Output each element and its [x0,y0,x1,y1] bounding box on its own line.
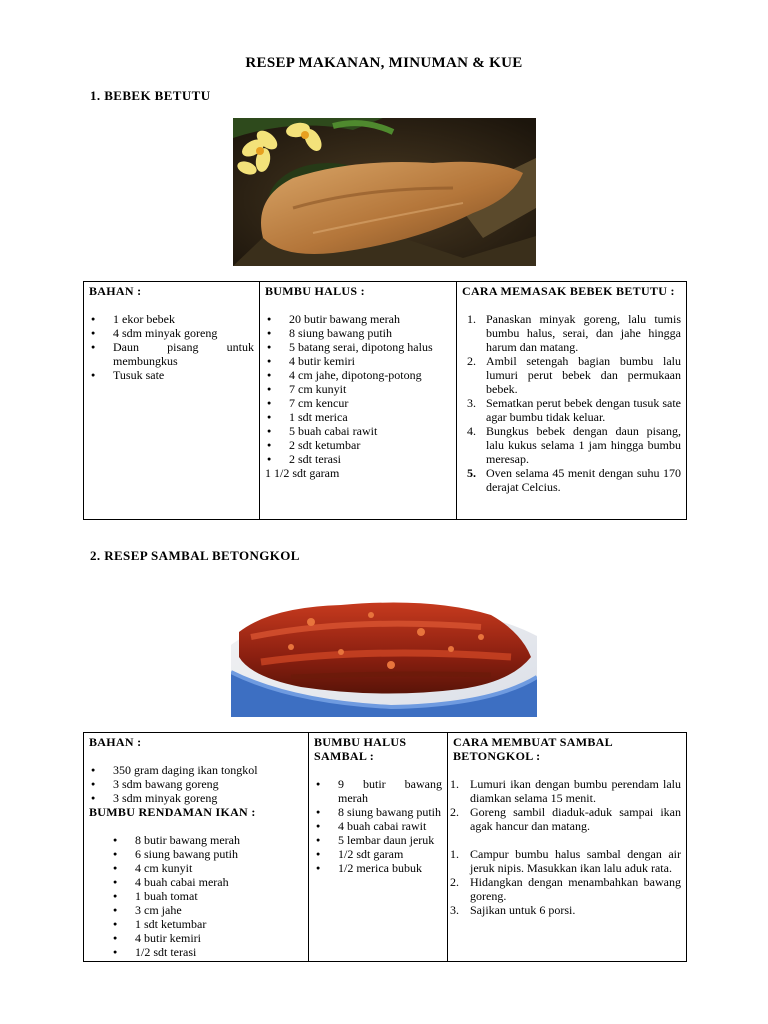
step-number: 3. [450,903,459,917]
list-item: ● 1/2 merica bubuk [338,861,442,875]
step-number: 1. [467,312,476,326]
recipe-1-table [83,281,687,520]
step-number: 2. [467,354,476,368]
list-item: ● 3 sdm bawang goreng [113,777,303,791]
sambal-betongkol-photo [231,577,537,717]
step-number: 2. [450,805,459,819]
list-item: ● 8 butir bawang merah [135,833,303,847]
cara-memasak-column [457,282,687,520]
list-item: ● 1 ekor bebek [113,312,254,326]
list-item: ● Daun pisang untuk membungkus [113,340,254,368]
list-item: ● 4 cm kunyit [135,861,303,875]
recipe-2-heading: 2. RESEP SAMBAL BETONGKOL [90,548,300,563]
step-text: Goreng sambil diaduk-aduk sampai ikan agak hancur dan matang. [470,805,681,833]
bumbu-halus-sambal-header: BUMBU HALUS SAMBAL : [314,735,407,763]
list-item: ● 350 gram daging ikan tongkol [113,763,303,777]
page-title: RESEP MAKANAN, MINUMAN & KUE [245,55,523,71]
list-item: ● 1 sdt merica [289,410,451,424]
cara-membuat-column [448,733,687,962]
step-number: 3. [467,396,476,410]
step-item [450,847,681,875]
bumbu-halus-column [260,282,457,520]
cara-memasak-header: CARA MEMASAK BEBEK BETUTU : [462,284,675,298]
step-item [462,424,681,466]
list-item: ● 4 butir kemiri [289,354,451,368]
list-item: ● 6 siung bawang putih [135,847,303,861]
step-text: Sajikan untuk 6 porsi. [470,903,576,917]
step-number: 1. [450,847,459,861]
bumbu-halus-header: BUMBU HALUS : [265,284,365,298]
step-number: 5. [467,466,476,480]
step-text: Lumuri ikan dengan bumbu perendam lalu diamkan selama 15 menit. [470,777,681,805]
list-item: ● 1/2 sdt garam [338,847,442,861]
step-item [450,903,681,917]
recipe-1-heading: 1. BEBEK BETUTU [90,88,211,103]
step-text: Ambil setengah bagian bumbu lalu lumuri perut bebek dan permukaan bebek. [486,354,681,396]
step-item [450,875,681,903]
list-item: ● 8 siung bawang putih [289,326,451,340]
list-item: ● 4 butir kemiri [135,931,303,945]
step-item [450,777,681,805]
list-item: ● 7 cm kencur [289,396,451,410]
bebek-betutu-photo [233,118,536,266]
list-item: ● 20 butir bawang merah [289,312,451,326]
step-text: Panaskan minyak goreng, lalu tumis bumbu halus, serai, dan jahe hingga harum dan matang. [486,312,681,354]
list-item: ● 2 sdt ketumbar [289,438,451,452]
list-item: ● 1 buah tomat [135,889,303,903]
list-item: ● Tusuk sate [113,368,254,382]
step-text: Hidangkan dengan menambahkan bawang goreng. [470,875,681,903]
step-item [462,396,681,424]
bumbu-halus-extra: 1 1/2 sdt garam [265,466,340,480]
list-item: ● 4 buah cabai merah [135,875,303,889]
list-item: ● 4 sdm minyak goreng [113,326,254,340]
cara-membuat-header: CARA MEMBUAT SAMBAL BETONGKOL : [453,735,613,763]
list-item: ● 5 batang serai, dipotong halus [289,340,451,354]
list-item: ● 9 butir bawang merah [338,777,442,805]
list-item: ● 1/2 sdt terasi [135,945,303,959]
step-item [462,466,681,494]
bahan-header: BAHAN : [89,284,142,298]
step-item [462,354,681,396]
recipe-2-table [83,732,687,962]
bumbu-rendaman-header: BUMBU RENDAMAN IKAN : [89,805,256,819]
step-item [450,805,681,833]
list-item: ● 4 buah cabai rawit [338,819,442,833]
step-number: 2. [450,875,459,889]
list-item: ● 2 sdt terasi [289,452,451,466]
step-text: Oven selama 45 menit dengan suhu 170 derajat Celcius. [486,466,681,494]
bahan-column [84,733,309,962]
step-text: Campur bumbu halus sambal dengan air jeruk nipis. Masukkan ikan lalu aduk rata. [470,847,681,875]
list-item: ● 8 siung bawang putih [338,805,442,819]
list-item: ● 7 cm kunyit [289,382,451,396]
list-item: ● 3 cm jahe [135,903,303,917]
bahan-header: BAHAN : [89,735,142,749]
list-item: ● 5 lembar daun jeruk [338,833,442,847]
step-number: 4. [467,424,476,438]
list-item: ● 1 sdt ketumbar [135,917,303,931]
list-item: ● 5 buah cabai rawit [289,424,451,438]
bumbu-halus-sambal-column [309,733,448,962]
bahan-column [84,282,260,520]
step-text: Bungkus bebek dengan daun pisang, lalu kukus selama 1 jam hingga bumbu meresap. [486,424,681,466]
step-item [462,312,681,354]
step-number: 1. [450,777,459,791]
list-item: ● 4 cm jahe, dipotong-potong [289,368,451,382]
step-text: Sematkan perut bebek dengan tusuk sate agar bumbu tidak keluar. [486,396,681,424]
list-item: ● 3 sdm minyak goreng [113,791,303,805]
